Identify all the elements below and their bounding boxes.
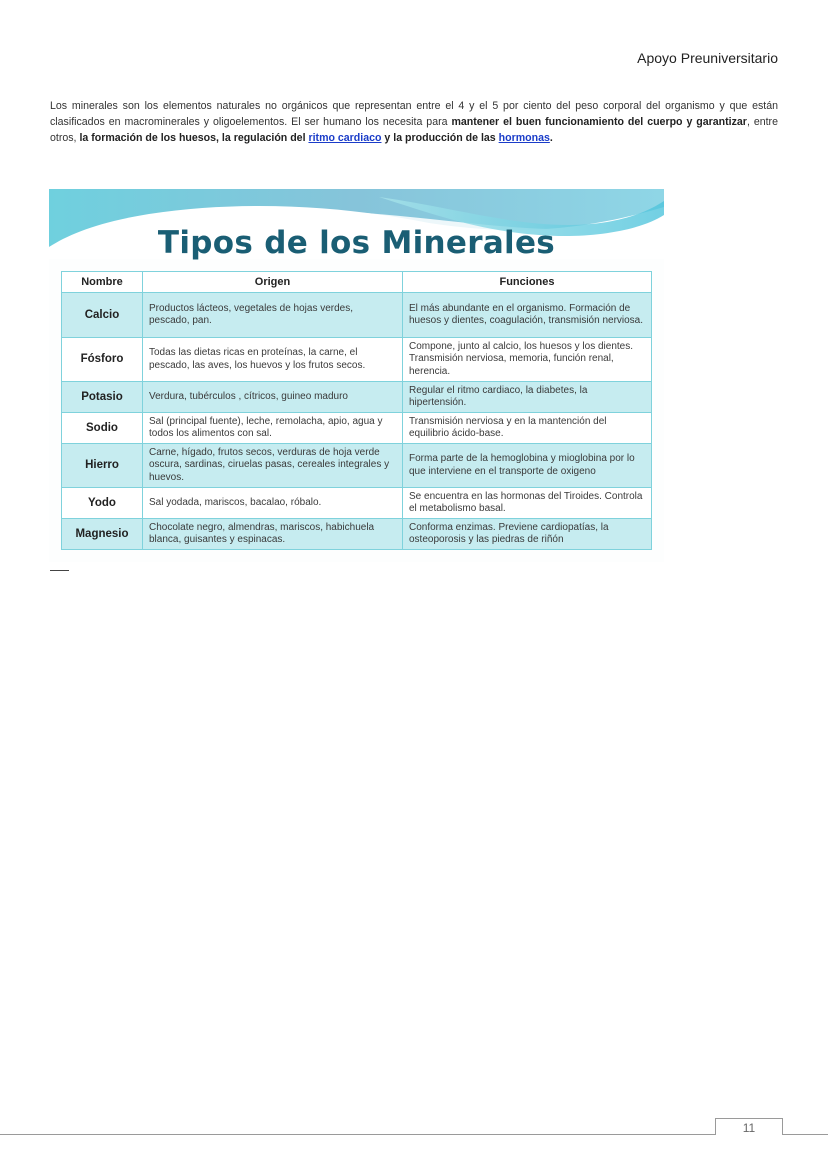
table-row xyxy=(62,338,652,382)
table-row xyxy=(62,413,652,444)
mineral-name: Hierro xyxy=(62,444,143,488)
mineral-origen: Chocolate negro, almendras, mariscos, habichuela blanca, guisantes y espinacas. xyxy=(143,519,403,550)
mineral-origen: Productos lácteos, vegetales de hojas verdes, pescado, pan. xyxy=(143,293,403,338)
intro-bold-1: mantener el buen funcionamiento del cuerpo y garantizar xyxy=(451,116,747,128)
short-divider xyxy=(50,570,69,571)
table-row xyxy=(62,293,652,338)
intro-bold-2: la formación de los huesos, la regulación del xyxy=(79,132,309,144)
table-row xyxy=(62,444,652,488)
intro-bold-3: y la producción de las xyxy=(381,132,499,144)
table-row xyxy=(62,519,652,550)
mineral-funciones: Regular el ritmo cardiaco, la diabetes, la hipertensión. xyxy=(403,382,652,413)
link-hormonas[interactable]: hormonas xyxy=(498,132,550,144)
running-header: Apoyo Preuniversitario xyxy=(637,50,778,66)
intro-text-2: , entre otros, xyxy=(50,116,778,144)
mineral-funciones: Conforma enzimas. Previene cardiopatías, la osteoporosis y las piedras de riñón xyxy=(403,519,652,550)
mineral-name: Sodio xyxy=(62,413,143,444)
mineral-funciones: El más abundante en el organismo. Formación de huesos y dientes, coagulación, transmisión nerviosa. xyxy=(403,293,652,338)
mineral-name: Yodo xyxy=(62,488,143,519)
mineral-funciones: Transmisión nerviosa y en la mantención del equilibrio ácido-base. xyxy=(403,413,652,444)
table-row xyxy=(62,382,652,413)
link-ritmo-cardiaco[interactable]: ritmo cardiaco xyxy=(308,132,382,144)
mineral-funciones: Compone, junto al calcio, los huesos y los dientes. Transmisión nerviosa, memoria, función renal, herencia. xyxy=(403,338,652,382)
figure-title: Tipos de los Minerales xyxy=(157,225,556,261)
footer-rule xyxy=(0,1134,828,1135)
mineral-funciones: Forma parte de la hemoglobina y mioglobina por lo que interviene en el transporte de oxigeno xyxy=(403,444,652,488)
column-header-nombre: Nombre xyxy=(62,272,143,293)
mineral-origen: Carne, hígado, frutos secos, verduras de hoja verde oscura, sardinas, ciruelas pasas, cereales integrales y huevos. xyxy=(143,444,403,488)
intro-text-1: Los minerales son los elementos naturales no orgánicos que representan entre el 4 y el 5 por ciento del peso corporal del organismo y que están clasificados en macrominerales y oligoelementos. El ser humano los necesita para xyxy=(50,100,778,128)
table-row xyxy=(62,488,652,519)
mineral-name: Potasio xyxy=(62,382,143,413)
mineral-origen: Todas las dietas ricas en proteínas, la carne, el pescado, las aves, los huevos y los frutos secos. xyxy=(143,338,403,382)
mineral-origen: Verdura, tubérculos , cítricos, guineo maduro xyxy=(143,382,403,413)
column-header-funciones: Funciones xyxy=(403,272,652,293)
mineral-name: Magnesio xyxy=(62,519,143,550)
mineral-origen: Sal (principal fuente), leche, remolacha, apio, agua y todos los alimentos con sal. xyxy=(143,413,403,444)
intro-bold-4: . xyxy=(549,132,553,144)
minerals-figure xyxy=(49,189,664,562)
page-number: 11 xyxy=(715,1118,783,1135)
minerals-table xyxy=(61,271,652,550)
mineral-name: Calcio xyxy=(62,293,143,338)
mineral-name: Fósforo xyxy=(62,338,143,382)
column-header-origen: Origen xyxy=(143,272,403,293)
intro-paragraph xyxy=(50,98,778,146)
mineral-funciones: Se encuentra en las hormonas del Tiroides. Controla el metabolismo basal. xyxy=(403,488,652,519)
mineral-origen: Sal yodada, mariscos, bacalao, róbalo. xyxy=(143,488,403,519)
